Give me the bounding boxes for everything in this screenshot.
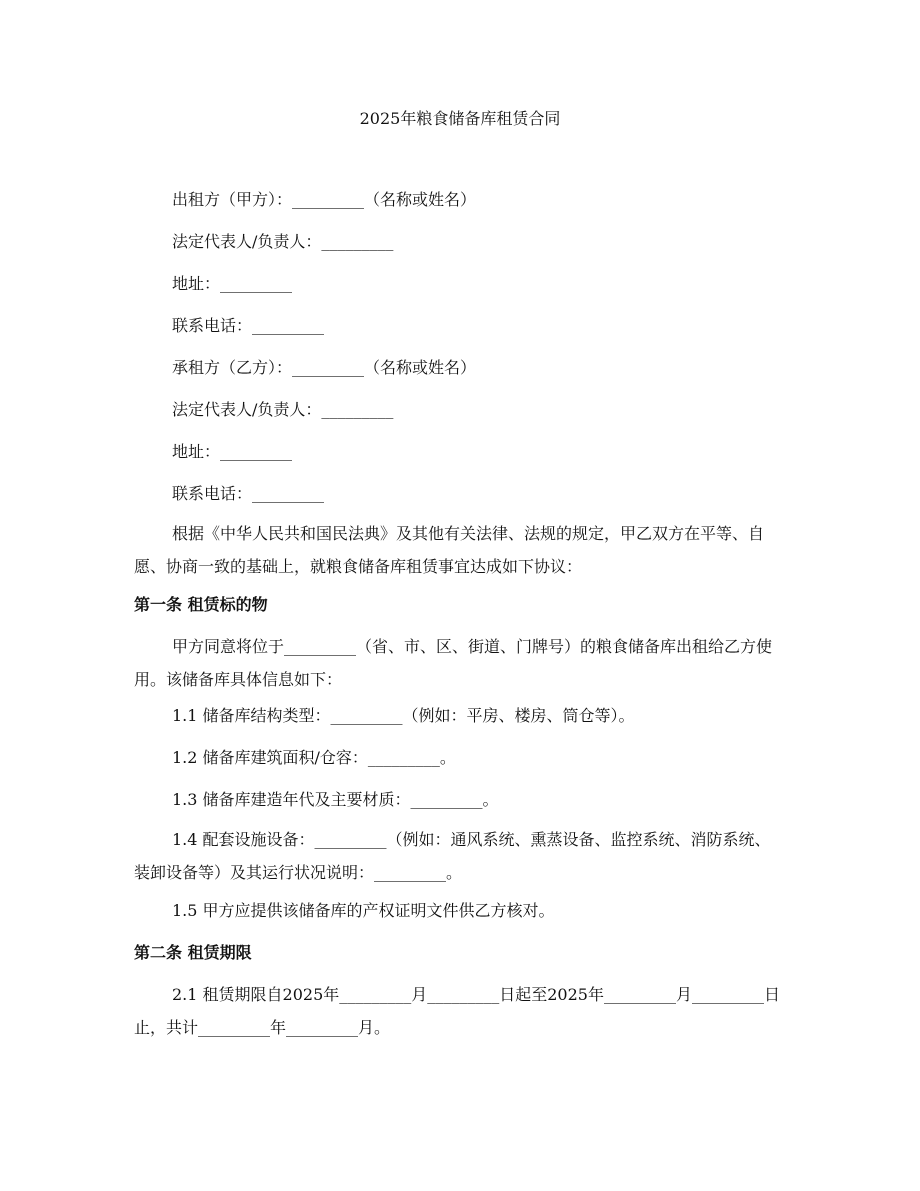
lessee-phone-line: 联系电话：_________	[172, 484, 325, 503]
article1-item-1-5: 1.5 甲方应提供该储备库的产权证明文件供乙方核对。	[172, 901, 555, 920]
article2-heading: 第二条 租赁期限	[134, 943, 252, 962]
preamble-paragraph: 根据《中华人民共和国民法典》及其他有关法律、法规的规定，甲乙双方在平等、自愿、协商一致的基础上，就粮食储备库租赁事宜达成如下协议：	[134, 524, 765, 576]
lessee-address-line: 地址：_________	[172, 442, 293, 461]
lessor-address-line: 地址：_________	[172, 274, 293, 293]
lessor-phone-line: 联系电话：_________	[172, 316, 325, 335]
lessee-name-line: 承租方（乙方）：_________（名称或姓名）	[172, 358, 477, 377]
lessor-name-line: 出租方（甲方）：_________（名称或姓名）	[172, 190, 477, 209]
document-title: 2025年粮食储备库租赁合同	[359, 109, 561, 128]
article1-heading: 第一条 租赁标的物	[134, 595, 268, 614]
article1-intro: 甲方同意将位于_________（省、市、区、街道、门牌号）的粮食储备库出租给乙方使用。该储备库具体信息如下：	[134, 637, 773, 689]
lessor-representative-line: 法定代表人/负责人：_________	[172, 232, 394, 251]
article1-item-1-2: 1.2 储备库建筑面积/仓容：_________。	[172, 748, 456, 767]
article2-item-2-1: 2.1 租赁期限自2025年_________月_________日起至2025年_________月_________日止，共计_________年_________月。	[134, 985, 780, 1037]
article1-item-1-1: 1.1 储备库结构类型：_________（例如：平房、楼房、筒仓等）。	[172, 706, 635, 725]
article1-item-1-4: 1.4 配套设施设备：_________（例如：通风系统、熏蒸设备、监控系统、消防系统、装卸设备等）及其运行状况说明：_________。	[134, 830, 771, 882]
lessee-representative-line: 法定代表人/负责人：_________	[172, 400, 394, 419]
article1-item-1-3: 1.3 储备库建造年代及主要材质：_________。	[172, 790, 499, 809]
